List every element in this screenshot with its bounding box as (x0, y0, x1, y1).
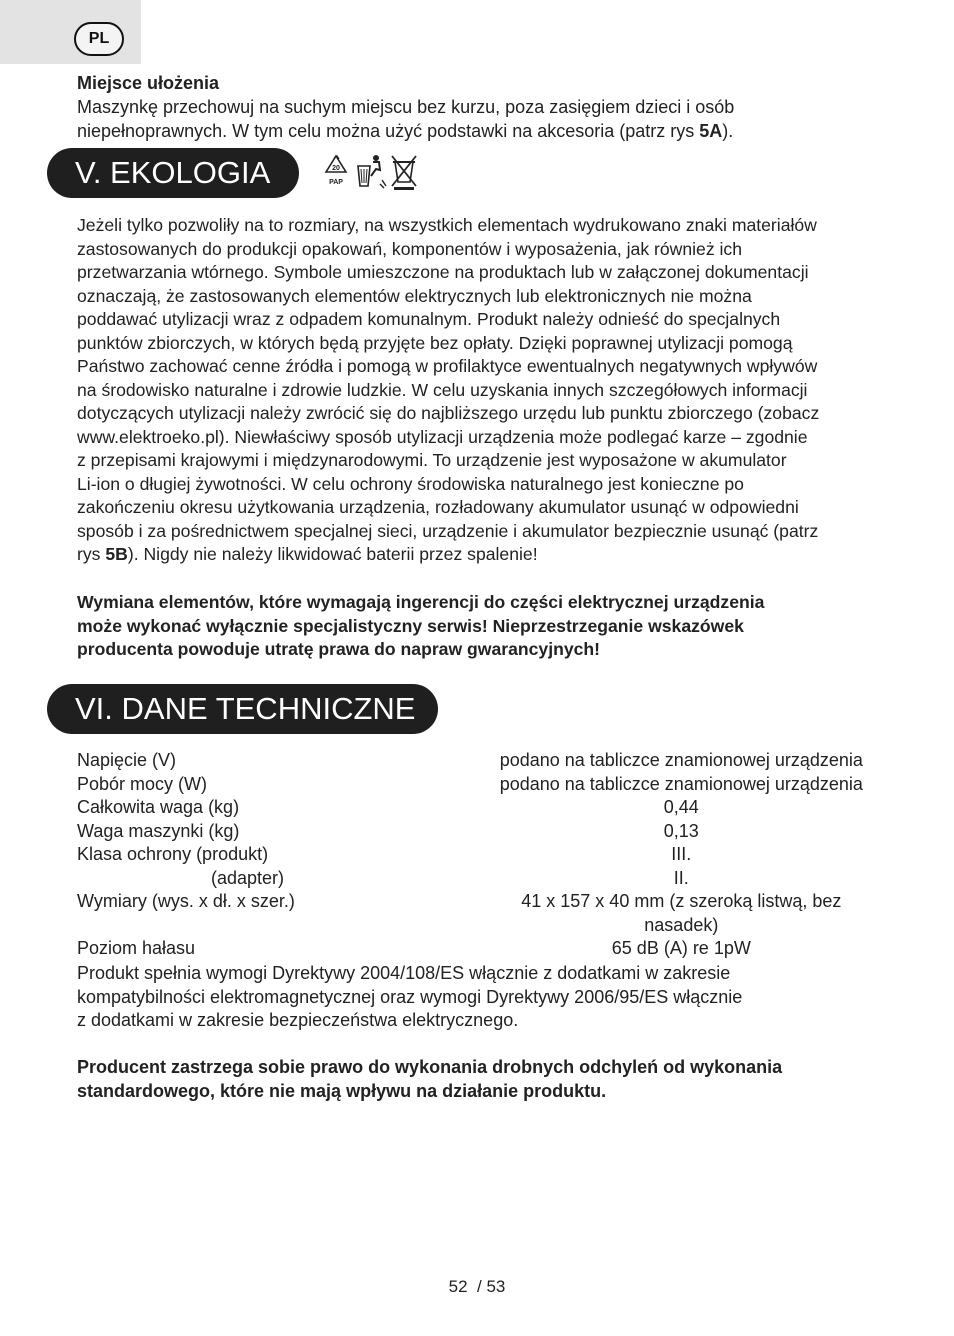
text-line: Maszynkę przechowuj na suchym miejscu bez kurzu, poza zasięgiem dzieci i osób (77, 97, 735, 117)
text-line: oznaczają, że zastosowanych elementów elektrycznych lub elektronicznych nie można (77, 285, 752, 306)
text-line: kompatybilności elektromagnetycznej oraz wymogi Dyrektywy 2006/95/ES włącznie (77, 986, 743, 1007)
text-line: Państwo zachować cenne źródła i pomogą w profilaktyce ewentualnych negatywnych wpływów (77, 356, 818, 376)
storage-text (77, 96, 734, 143)
ecology-paragraph (77, 214, 819, 567)
table-row (77, 749, 877, 773)
language-tab (0, 0, 141, 64)
table-row (77, 773, 877, 797)
spec-value: 0,13 (663, 820, 699, 841)
spec-label: Wymiary (wys. x dł. x szer.) (77, 891, 295, 911)
spec-label: Waga maszynki (kg) (77, 820, 240, 841)
language-badge: PL (74, 22, 124, 56)
text-line: z dodatkami w zakresie bezpieczeństwa elektrycznego. (77, 1010, 519, 1030)
spec-value: podano na tabliczce znamionowej urządzenia (499, 750, 863, 770)
page-number: 52 / 53 (448, 1277, 506, 1296)
spec-label: Całkowita waga (kg) (77, 797, 240, 817)
section-heading-technical: VI. DANE TECHNICZNE (47, 684, 438, 734)
text-line: z przepisami krajowymi i międzynarodowymi. To urządzenie jest wyposażone w akumulator (77, 450, 787, 470)
text-line: Jeżeli tylko pozwoliły na to rozmiary, na wszystkich elementach wydrukowano znaki materiałów (77, 215, 817, 235)
text-line: standardowego, które nie mają wpływu na działanie produktu. (77, 1080, 607, 1101)
text-line: sposób i za pośrednictwem specjalnej sieci, urządzenie i akumulator bezpiecznie usunąć (patrz (77, 520, 819, 541)
text-tail: ). (722, 120, 734, 141)
spec-value: II. (673, 867, 689, 888)
storage-heading: Miejsce ułożenia (77, 73, 220, 93)
text-line: na środowisko naturalne i zdrowie ludzkie. W celu uzyskania innych szczegółowych informacji (77, 379, 808, 400)
recycling-number: 20 (332, 165, 340, 172)
manufacturer-disclaimer (77, 1056, 782, 1103)
text-line: Li-ion o długiej żywotności. W celu ochrony środowiska naturalnego jest konieczne po (77, 473, 744, 494)
crossed-out-bin-icon (392, 156, 416, 190)
text-line: ). Nigdy nie należy likwidować baterii przez spalenie! (127, 544, 538, 564)
text-line: dotyczących utylizacji należy zwrócić się do najbliższego urzędu lub punktu zbiorczego (zobacz (77, 403, 820, 423)
spec-label: Napięcie (V) (77, 750, 177, 770)
disposal-icons (324, 152, 420, 192)
text-line: producenta powoduje utratę prawa do napraw gwarancyjnych! (77, 639, 601, 659)
text-line: może wykonać wyłącznie specjalistyczny serwis! Nieprzestrzeganie wskazówek (77, 615, 744, 636)
spec-value: 0,44 (663, 797, 699, 817)
text-line: zakończeniu okresu użytkowania urządzenia, rozładowany akumulator usunąć w odpowiedni (77, 497, 799, 517)
figure-ref: 5A (699, 120, 723, 141)
person-bin-icon (358, 155, 386, 188)
spec-value: 41 x 157 x 40 mm (z szeroką listwą, bez nasadek) (521, 891, 842, 935)
spec-value: III. (671, 844, 692, 864)
text-line: zastosowanych do produkcji opakowań, komponentów i wyposażenia, jak również ich (77, 238, 743, 259)
recycling-label: PAP (329, 179, 343, 186)
text-line: poddawać utylizacji wraz z odpadem komunalnym. Produkt należy odnieść do specjalnych (77, 309, 781, 329)
table-row (77, 890, 877, 937)
spec-label: Poziom hałasu (77, 938, 196, 958)
text-line: Producent zastrzega sobie prawo do wykonania drobnych odchyleń od wykonania (77, 1057, 783, 1077)
spec-label: (adapter) (211, 867, 285, 888)
table-row (77, 937, 877, 961)
service-warning (77, 591, 764, 662)
recycling-pap-20-icon (326, 156, 346, 186)
text-line: przetwarzania wtórnego. Symbole umieszczone na produktach lub w załączonej dokumentacji (77, 262, 809, 282)
text-line: Wymiana elementów, które wymagają ingerencji do części elektrycznej urządzenia (77, 592, 765, 612)
specs-table (77, 749, 877, 961)
table-row (77, 820, 877, 844)
section-heading-ecology: V. EKOLOGIA (47, 148, 299, 198)
text-line: punktów zbiorczych, w których będą przyjęte bez opłaty. Dzięki poprawnej utylizacji pomogą (77, 332, 793, 353)
spec-label: Pobór mocy (W) (77, 773, 208, 794)
spec-value: podano na tabliczce znamionowej urządzenia (499, 773, 863, 794)
directive-paragraph (77, 962, 742, 1033)
figure-ref: 5B (105, 544, 128, 564)
text-line: niepełnoprawnych. W tym celu można użyć podstawki na akcesoria (patrz rys (77, 120, 700, 141)
spec-label: Klasa ochrony (produkt) (77, 844, 269, 864)
spec-value: 65 dB (A) re 1pW (611, 938, 751, 958)
text-line: rys (77, 544, 106, 564)
table-row (77, 867, 877, 891)
table-row (77, 843, 877, 867)
text-line: Produkt spełnia wymogi Dyrektywy 2004/108/ES włącznie z dodatkami w zakresie (77, 963, 731, 983)
text-line: www.elektroeko.pl). Niewłaściwy sposób utylizacji urządzenia może podlegać karze – zgodnie (77, 426, 808, 447)
table-row (77, 796, 877, 820)
